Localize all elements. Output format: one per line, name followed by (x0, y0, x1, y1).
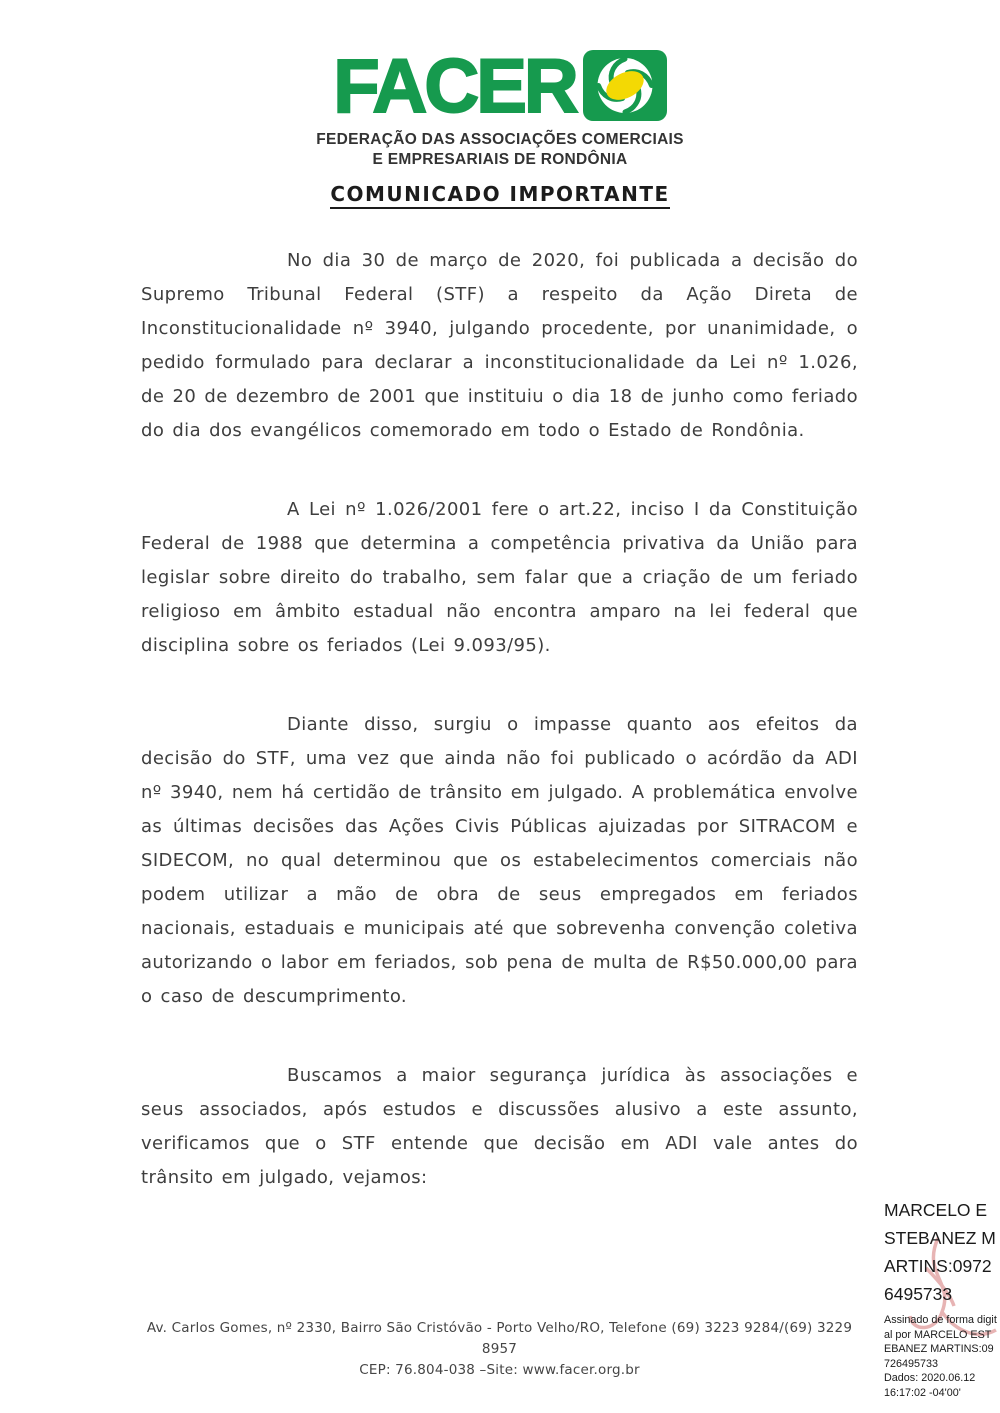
body-paragraph-1: No dia 30 de março de 2020, foi publicada a decisão do Supremo Tribunal Federal (STF) a respeito da Ação Direta de Inconstitucionalidade nº 3940, julgando procedente, por unanimidade, o pedido formulado para declarar a inconstitucionalidade da Lei nº 1.026, de 20 de dezembro de 2001 que instituiu o dia 18 de junho como feriado do dia dos evangélicos comemorado em todo o Estado de Rondônia. (141, 250, 858, 441)
logo-subtitle-line1: FEDERAÇÃO DAS ASSOCIAÇÕES COMERCIAIS (316, 131, 684, 148)
signature-name: MARCELO ESTEBANEZ MARTINS:09726495733 (884, 1200, 996, 1304)
logo-row (0, 44, 1000, 130)
logo-wordmark: FACER (333, 44, 576, 130)
page-title: COMUNICADO IMPORTANTE (330, 182, 669, 209)
footer-line1: Av. Carlos Gomes, nº 2330, Bairro São Cristóvão - Porto Velho/RO, Telefone (69) 3223 9284/(69) 3229 8957 (146, 1320, 853, 1357)
title-wrap (0, 182, 1000, 209)
facer-logo (0, 44, 1000, 170)
body-paragraph-3: Diante disso, surgiu o impasse quanto aos efeitos da decisão do STF, uma vez que ainda não foi publicado o acórdão da ADI nº 3940, nem há certidão de trânsito em julgado. A problemática envolve as últimas decisões das Ações Civis Públicas ajuizadas por SITRACOM e SIDECOM, no qual determinou que os estabelecimentos comerciais não podem utilizar a mão de obra de seus empregados em feriados nacionais, estaduais e municipais até que sobrevenha convenção coletiva autorizando o labor em feriados, sob pena de multa de R$50.000,00 para o caso de descumprimento. (141, 714, 858, 1007)
signature-statement: Assinado de forma digital por MARCELO ESTEBANEZ MARTINS:09726495733 (884, 1314, 997, 1370)
aperture-lens-icon (583, 50, 667, 125)
footer-address (141, 1318, 858, 1381)
body-paragraph-2: A Lei nº 1.026/2001 fere o art.22, inciso I da Constituição Federal de 1988 que determina a competência privativa da União para legislar sobre direito do trabalho, sem falar que a criação de um feriado religioso em âmbito estadual não encontra amparo na lei federal que disciplina sobre os feriados (Lei 9.093/95). (141, 499, 858, 656)
logo-subtitle-line2: E EMPRESARIAIS DE RONDÔNIA (372, 151, 628, 169)
signature-date: Dados: 2020.06.12 16:17:02 -04'00' (884, 1372, 976, 1399)
document-body (141, 244, 858, 1240)
footer-line2: CEP: 76.804-038 –Site: www.facer.org.br (359, 1362, 640, 1378)
body-paragraph-4: Buscamos a maior segurança jurídica às associações e seus associados, após estudos e discussões alusivo a este assunto, verificamos que o STF entende que decisão em ADI vale antes do trânsito em julgado, vejamos: (141, 1065, 858, 1188)
digital-signature-block (884, 1196, 998, 1400)
